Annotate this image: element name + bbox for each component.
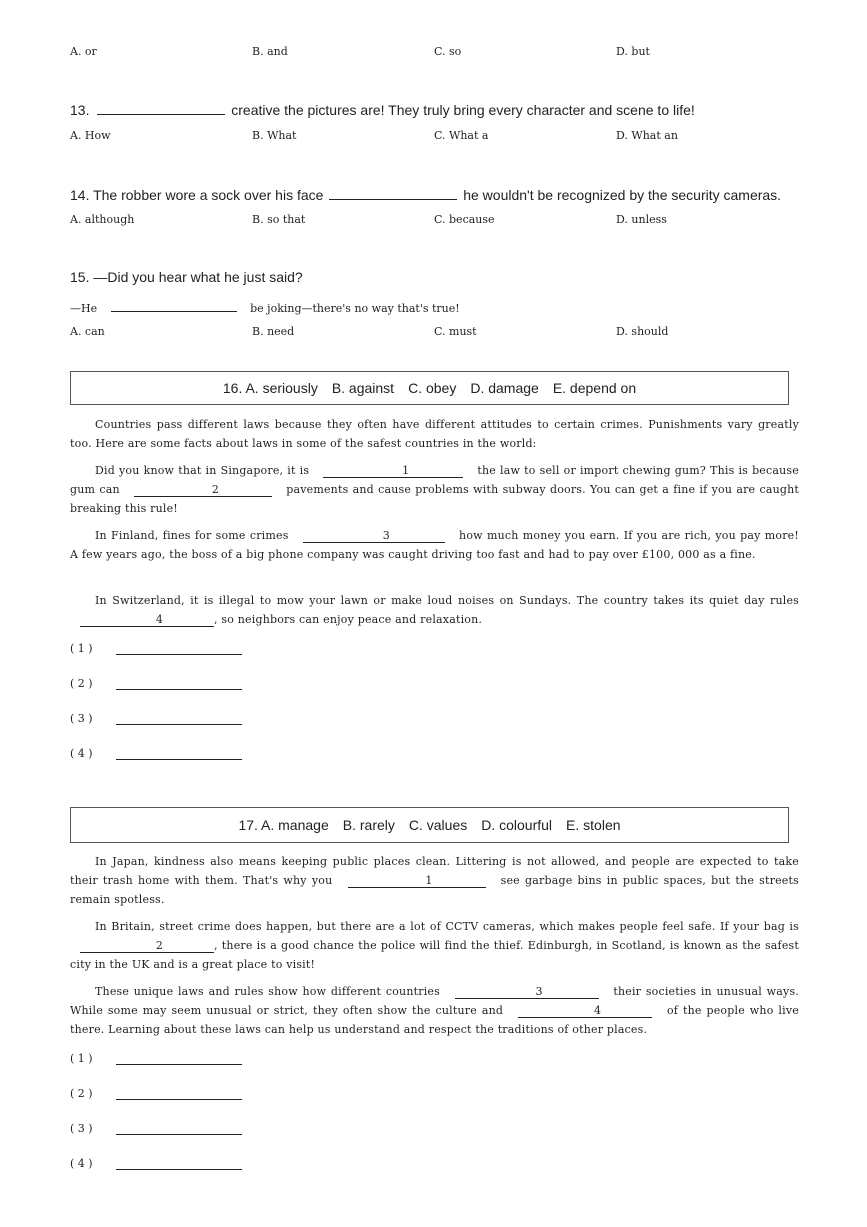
q16-p4-text-b: , so neighbors can enjoy peace and relaxation. bbox=[214, 613, 483, 626]
q17-paragraph-1 bbox=[70, 852, 799, 909]
q14-option-c: C. because bbox=[434, 213, 495, 226]
answer-label: ( 3 ) bbox=[70, 712, 93, 725]
q17-p3-text-a: These unique laws and rules show how different countries bbox=[95, 985, 440, 998]
answer-line[interactable] bbox=[116, 724, 242, 725]
q14-blank bbox=[329, 185, 457, 200]
q16-p2-text-a: Did you know that in Singapore, it is bbox=[95, 464, 310, 477]
q17-blank-1: 1 bbox=[348, 874, 486, 888]
q14-text-before: 14. The robber wore a sock over his face bbox=[70, 187, 324, 203]
q14-option-b: B. so that bbox=[252, 213, 306, 226]
q15-blank bbox=[111, 297, 237, 312]
q17-blank-4: 4 bbox=[518, 1004, 652, 1018]
q16-paragraph-1: Countries pass different laws because they often have different attitudes to certain crimes. Punishments vary greatly too. Here are some facts about laws in some of the safest countries in the world: bbox=[70, 418, 799, 450]
q13-option-b: B. What bbox=[252, 129, 297, 142]
q14-text-after: he wouldn't be recognized by the security cameras. bbox=[463, 187, 782, 203]
q17-word-a: 17. A. manage bbox=[238, 817, 329, 833]
q15-line1: 15. —Did you hear what he just said? bbox=[70, 269, 303, 285]
q16-word-d: D. damage bbox=[470, 380, 539, 396]
q15-option-c: C. must bbox=[434, 325, 477, 338]
q17-word-b: B. rarely bbox=[342, 817, 395, 833]
q12-option-d: D. but bbox=[616, 45, 650, 58]
answer-label: ( 4 ) bbox=[70, 1157, 93, 1170]
q16-blank-4: 4 bbox=[80, 613, 214, 627]
answer-label: ( 1 ) bbox=[70, 642, 93, 655]
q12-option-b: B. and bbox=[252, 45, 288, 58]
q17-p2-text-b: , there is a good chance the police will find the thief. Edinburgh, in Scotland, is known as the safest city in the UK and is a great place to visit! bbox=[70, 939, 799, 971]
q15-option-d: D. should bbox=[616, 325, 669, 338]
q13-option-a: A. How bbox=[70, 129, 111, 142]
q16-answer-4 bbox=[70, 747, 93, 760]
answer-line[interactable] bbox=[116, 1134, 242, 1135]
answer-line[interactable] bbox=[116, 1064, 242, 1065]
q16-paragraph-4 bbox=[70, 591, 799, 629]
answer-line[interactable] bbox=[116, 654, 242, 655]
q16-word-box bbox=[70, 371, 789, 405]
q16-blank-1: 1 bbox=[323, 464, 463, 478]
answer-line[interactable] bbox=[116, 689, 242, 690]
answer-label: ( 1 ) bbox=[70, 1052, 93, 1065]
answer-label: ( 4 ) bbox=[70, 747, 93, 760]
q17-answer-1 bbox=[70, 1052, 93, 1065]
q16-p3-text-a: In Finland, fines for some crimes bbox=[95, 529, 289, 542]
q16-word-e: E. depend on bbox=[552, 380, 637, 396]
answer-line[interactable] bbox=[116, 1099, 242, 1100]
q14-stem bbox=[70, 185, 781, 203]
q15-line2 bbox=[70, 297, 460, 315]
answer-label: ( 3 ) bbox=[70, 1122, 93, 1135]
q17-paragraph-3 bbox=[70, 982, 799, 1039]
q17-answer-3 bbox=[70, 1122, 93, 1135]
q17-p1-text-b: see garbage bins in public spaces, but the streets remain spotless. bbox=[70, 874, 799, 906]
q16-paragraph-2 bbox=[70, 461, 799, 518]
answer-line[interactable] bbox=[116, 759, 242, 760]
q13-option-d: D. What an bbox=[616, 129, 678, 142]
q15-line2-before: —He bbox=[70, 302, 98, 315]
q17-p3-text-c: of the people who live there. Learning about these laws can help us understand and respect the traditions of other places. bbox=[70, 1004, 799, 1036]
q16-answer-2 bbox=[70, 677, 93, 690]
q17-blank-3: 3 bbox=[455, 985, 599, 999]
q17-paragraph-2 bbox=[70, 917, 799, 974]
q14-option-d: D. unless bbox=[616, 213, 667, 226]
q14-option-a: A. although bbox=[70, 213, 135, 226]
q16-p2-text-b: the law to sell or import chewing gum? This is because gum can bbox=[70, 464, 799, 496]
answer-label: ( 2 ) bbox=[70, 677, 93, 690]
q16-word-b: B. against bbox=[331, 380, 395, 396]
q16-p4-text-a: In Switzerland, it is illegal to mow your lawn or make loud noises on Sundays. The country takes its quiet day rules bbox=[95, 594, 799, 607]
q17-word-e: E. stolen bbox=[566, 817, 621, 833]
q16-p3-text-b: how much money you earn. If you are rich, you pay more! A few years ago, the boss of a big phone company was caught driving too fast and had to pay over £100, 000 as a fine. bbox=[70, 529, 799, 561]
answer-line[interactable] bbox=[116, 1169, 242, 1170]
q16-blank-3: 3 bbox=[303, 529, 445, 543]
q17-p1-text-a: In Japan, kindness also means keeping public places clean. Littering is not allowed, and people are expected to take their trash home with them. That's why you bbox=[70, 855, 799, 887]
q17-blank-2: 2 bbox=[80, 939, 214, 953]
q15-line2-after: be joking—there's no way that's true! bbox=[250, 302, 460, 315]
q13-stem bbox=[70, 100, 695, 118]
q17-answer-2 bbox=[70, 1087, 93, 1100]
q16-word-a: 16. A. seriously bbox=[222, 380, 318, 396]
q13-option-c: C. What a bbox=[434, 129, 489, 142]
q13-text: creative the pictures are! They truly bring every character and scene to life! bbox=[231, 102, 695, 118]
q16-blank-2: 2 bbox=[134, 483, 272, 497]
q17-p2-text-a: In Britain, street crime does happen, but there are a lot of CCTV cameras, which makes people feel safe. If your bag is bbox=[95, 920, 799, 933]
answer-label: ( 2 ) bbox=[70, 1087, 93, 1100]
q17-word-box bbox=[70, 807, 789, 843]
q17-p3-text-b: their societies in unusual ways. While some may seem unusual or strict, they often show the culture and bbox=[70, 985, 799, 1017]
q17-answer-4 bbox=[70, 1157, 93, 1170]
q17-word-d: D. colourful bbox=[481, 817, 553, 833]
q13-blank bbox=[97, 100, 225, 115]
q16-answer-1 bbox=[70, 642, 93, 655]
q17-word-c: C. values bbox=[408, 817, 468, 833]
q16-p2-text-c: pavements and cause problems with subway doors. You can get a fine if you are caught breaking this rule! bbox=[70, 483, 800, 515]
q16-word-c: C. obey bbox=[408, 380, 457, 396]
q16-paragraph-3 bbox=[70, 526, 799, 564]
q15-option-b: B. need bbox=[252, 325, 295, 338]
q16-answer-3 bbox=[70, 712, 93, 725]
q15-option-a: A. can bbox=[70, 325, 105, 338]
q13-number: 13. bbox=[70, 102, 90, 118]
q12-option-a: A. or bbox=[70, 45, 97, 58]
q12-option-c: C. so bbox=[434, 45, 462, 58]
